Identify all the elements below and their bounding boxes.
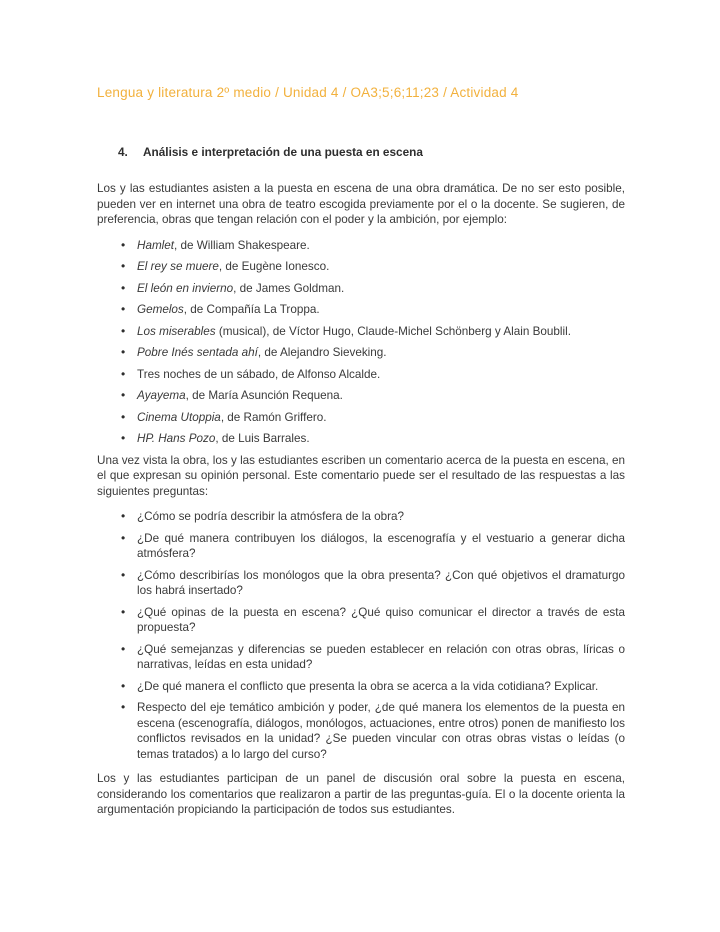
question-item [97, 642, 625, 673]
work-item [97, 302, 625, 318]
work-credit: , de Eugène Ionesco. [218, 260, 330, 273]
work-title: HP. Hans Pozo [137, 432, 216, 445]
activity-number: 4. [118, 145, 128, 159]
question-item [97, 605, 625, 636]
work-title: El león en invierno [137, 281, 234, 295]
question-text: ¿Qué semejanzas y diferencias se pueden establecer en relación con otras obras, líricas o narrativas, leídas en esta unidad? [137, 642, 625, 671]
work-title: Gemelos [137, 303, 184, 316]
question-text: ¿De qué manera contribuyen los diálogos, la escenografía y el vestuario a generar dicha atmósfera? [137, 531, 625, 560]
work-credit: (musical), de Víctor Hugo, Claude-Michel Schönberg y Alain Boublil. [215, 324, 571, 338]
activity-heading [118, 145, 625, 159]
work-item [97, 324, 625, 340]
works-list [97, 238, 625, 447]
work-credit: , de Luis Barrales. [215, 432, 310, 445]
work-item [97, 259, 625, 275]
questions-list [97, 509, 625, 762]
closing-paragraph: Los y las estudiantes participan de un panel de discusión oral sobre la puesta en escena, considerando los comentarios que realizaron a partir de las preguntas-guía. El o la docente orienta la argumentación propiciando la participación de todos sus estudiantes. [97, 772, 625, 816]
intro-paragraph: Los y las estudiantes asisten a la puesta en escena de una obra dramática. De no ser esto posible, pueden ver en internet una obra de teatro escogida previamente por el o la docente. Se sugieren, de preferencia, obras que tengan relación con el poder y la ambición, por ejemplo: [97, 182, 625, 226]
work-credit: , de Compañía La Troppa. [183, 303, 320, 316]
question-text: ¿Qué opinas de la puesta en escena? ¿Qué quiso comunicar el director a través de esta propuesta? [137, 605, 625, 634]
work-title: El rey se muere [137, 260, 219, 273]
work-title: Hamlet [137, 238, 175, 252]
work-title: Los miserables [137, 324, 216, 338]
question-item [97, 531, 625, 562]
question-item [97, 700, 625, 762]
question-text: ¿Cómo describirías los monólogos que la obra presenta? ¿Con qué objetivos el dramaturgo los habrá insertado? [137, 568, 625, 597]
work-title: Pobre Inés sentada ahí [137, 346, 258, 359]
question-text: ¿Cómo se podría describir la atmósfera de la obra? [137, 510, 404, 523]
work-title: Cinema Utoppia [137, 410, 221, 424]
work-item [97, 431, 625, 447]
question-text: ¿De qué manera el conflicto que presenta la obra se acerca a la vida cotidiana? Explicar. [137, 679, 599, 693]
work-credit: , de Alfonso Alcalde. [274, 367, 381, 381]
work-credit: , de María Asunción Requena. [185, 389, 343, 402]
work-item [97, 238, 625, 254]
work-item [97, 281, 625, 297]
work-credit: , de James Goldman. [233, 281, 345, 295]
question-item [97, 509, 625, 525]
question-item [97, 568, 625, 599]
activity-title: Análisis e interpretación de una puesta en escena [143, 145, 423, 159]
work-credit: , de Alejandro Sieveking. [257, 346, 387, 359]
question-text: Respecto del eje temático ambición y poder, ¿de qué manera los elementos de la puesta en escena (escenografía, diálogos, monólogos, actuaciones, entre otros) ponen de manifiesto los conflictos revisados en la unidad? ¿Se pueden vincular con otras obras vistas o leídas (o temas tratados) a lo largo del curso? [137, 701, 625, 761]
commentary-paragraph: Una vez vista la obra, los y las estudiantes escriben un comentario acerca de la puesta en escena, en el que expresan su opinión personal. Este comentario puede ser el resultado de las respuestas a las siguientes preguntas: [97, 453, 625, 498]
work-item [97, 410, 625, 426]
work-credit: , de Ramón Griffero. [220, 410, 327, 424]
work-title: Tres noches de un sábado [137, 367, 275, 381]
breadcrumb: Lengua y literatura 2º medio / Unidad 4 / OA3;5;6;11;23 / Actividad 4 [97, 85, 519, 100]
work-item [97, 388, 625, 404]
work-credit: , de William Shakespeare. [174, 238, 310, 252]
work-item [97, 367, 625, 383]
work-item [97, 345, 625, 361]
work-title: Ayayema [137, 389, 186, 402]
question-item [97, 679, 625, 695]
